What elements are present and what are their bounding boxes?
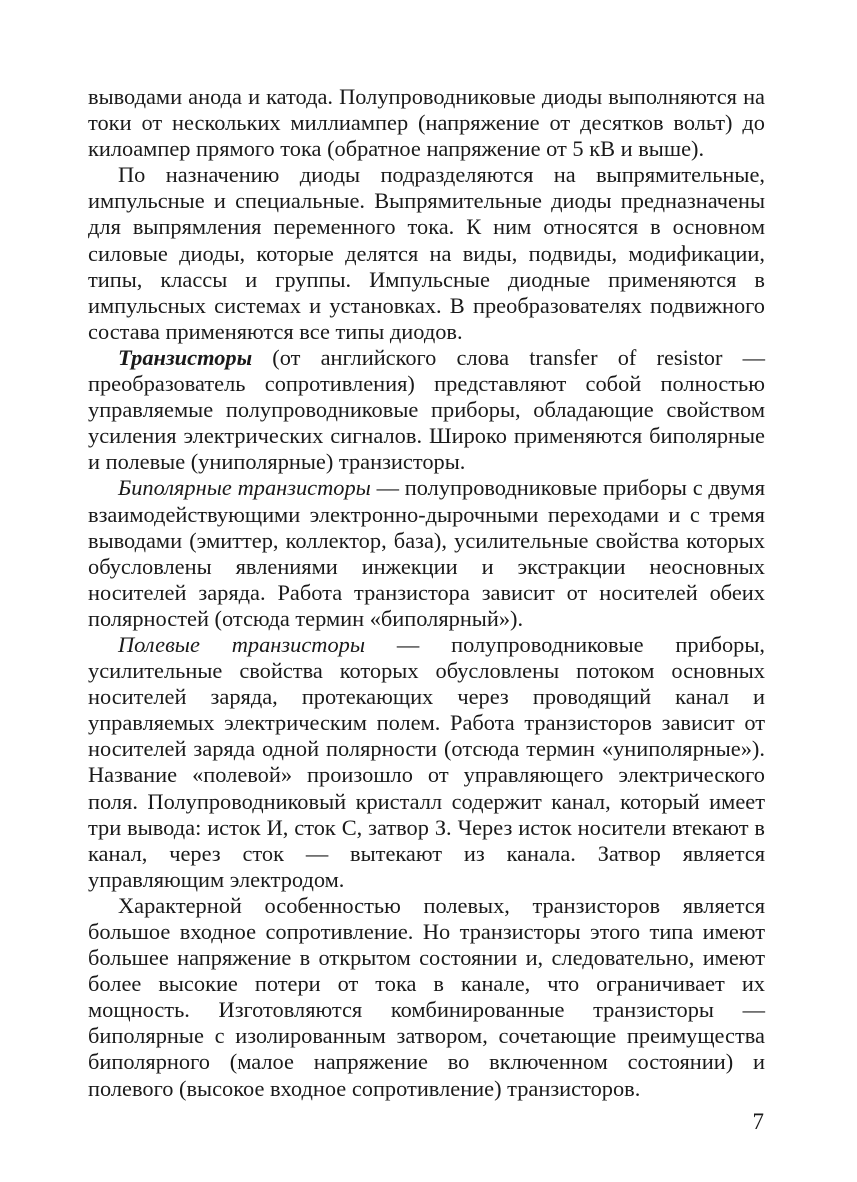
term-bipolar-transistors: Биполярные транзисторы [118, 475, 371, 501]
paragraph-text: выводами анода и катода. Полупроводниковые диоды выполняются на токи от нескольких миллиампер (напряжение от десятков вольт) до килоампер прямого тока (обратное напряжение от 5 кВ и выше). [88, 84, 765, 162]
paragraph-text: — полупроводниковые приборы, усилительные свойства которых обусловлены потоком основных носителей заряда, протекающих через проводящий канал и управляемых электрическим полем. Работа транзисторов зависит от носителей заряда одной полярности (отсюда термин «униполярные»). Название «полевой» произошло от управляющего электрического поля. Полупроводниковый кристалл содержит канал, который имеет три вывода: исток И, сток С, затвор З. Через исток носители втекают в канал, через сток — вытекают из канала. Затвор является управляющим электродом. [88, 631, 765, 892]
term-transistors: Транзисторы [118, 344, 253, 370]
paragraph-text: Характерной особенностью полевых, транзисторов является большое входное сопротивление. Но транзисторы этого типа имеют большее напряжение в открытом состоянии и, следовательно, имеют более высокие потери от тока в канале, что ограничивает их мощность. Изготовляются комбинированные транзисторы — биполярные с изолированным затвором, сочетающие преимущества биполярного (малое напряжение во включенном состоянии) и полевого (высокое входное сопротивление) транзисторов. [88, 892, 765, 1101]
body-text [88, 84, 765, 1102]
paragraph-bipolar-transistors [88, 475, 765, 632]
page-number: 7 [752, 1109, 764, 1134]
paragraph-diodes-purpose [88, 162, 765, 345]
paragraph-text: По назначению диоды подразделяются на выпрямительные, импульсные и специальные. Выпрямительные диоды предназначены для выпрямления переменного тока. К ним относятся в основном силовые диоды, которые делятся на виды, подвиды, модификации, типы, классы и группы. Импульсные диодные применяются в импульсных системах и установках. В преобразователях подвижного состава применяются все типы диодов. [88, 162, 765, 344]
paragraph-field-effect-transistors [88, 632, 765, 893]
term-field-effect-transistors: Полевые транзисторы [118, 631, 366, 657]
paragraph-transistors [88, 345, 765, 475]
paragraph-diodes-ratings [88, 84, 765, 162]
paragraph-text: (от английского слова transfer of resistor — преобразователь сопротивления) представляют собой полностью управляемые полупроводниковые приборы, обладающие свойством усиления электрических сигналов. Широко применяются биполярные и полевые (униполярные) транзисторы. [88, 344, 765, 475]
paragraph-characteristics [88, 893, 765, 1102]
paragraph-text: — полупроводниковые приборы с двумя взаимодействующими электронно-дырочными переходами и с тремя выводами (эмиттер, коллектор, база), усилительные свойства которых обусловлены явлениями инжекции и экстракции неосновных носителей заряда. Работа транзистора зависит от носителей обеих полярностей (отсюда термин «биполярный»). [88, 475, 766, 631]
